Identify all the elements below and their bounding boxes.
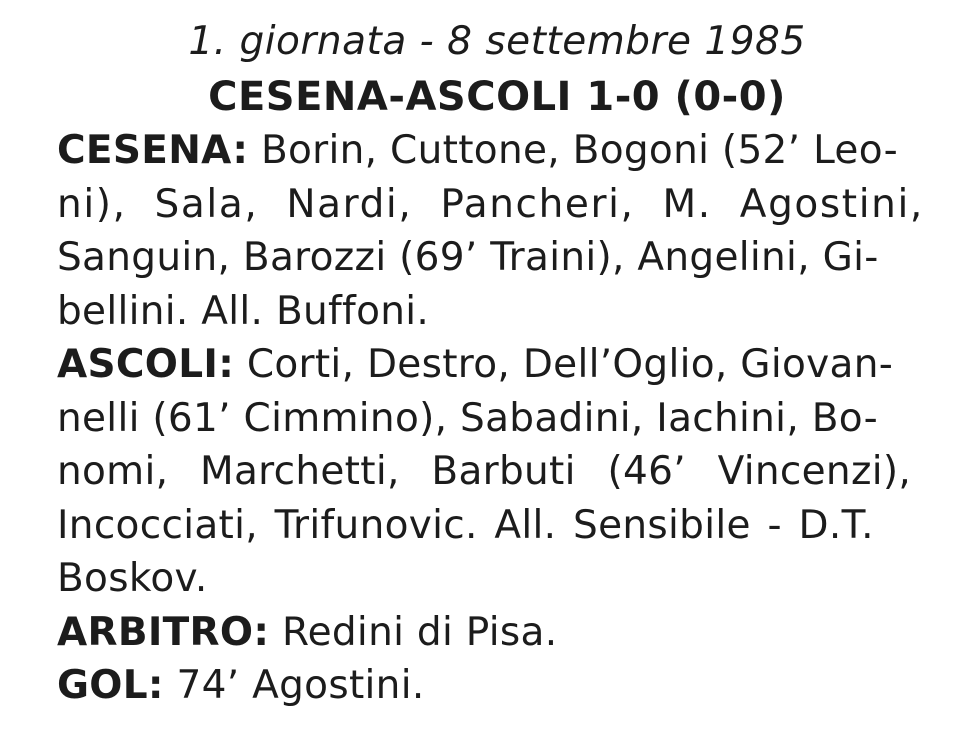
ascoli-line-2: nelli (61’ Cimmino), Sabadini, Iachini, Bo- — [57, 395, 879, 441]
goals-row — [57, 659, 937, 713]
gol-text: 74’ Agostini. — [176, 663, 425, 708]
match-report — [57, 14, 937, 713]
cesena-lineup — [57, 124, 937, 338]
goals-line — [57, 659, 937, 713]
referee-line — [57, 606, 937, 660]
cesena-line-4: bellini. All. Buffoni. — [57, 288, 430, 334]
referee-row — [57, 606, 937, 660]
round-date-heading: 1. giornata - 8 settembre 1985 — [188, 19, 806, 64]
ascoli-line-4: Incocciati, Trifunovic. All. Sensibile - D.T. — [57, 502, 874, 548]
ascoli-text-1: Corti, Destro, Dell’Oglio, Giovan- — [246, 342, 894, 387]
cesena-line-3: Sanguin, Barozzi (69’ Traini), Angelini, Gi- — [57, 235, 879, 280]
cesena-label: CESENA: — [57, 128, 249, 173]
ascoli-lineup — [57, 338, 937, 606]
ascoli-line-1 — [57, 338, 937, 392]
cesena-line-2: ni), Sala, Nardi, Pancheri, M. Agostini, — [57, 181, 924, 227]
arbitro-text: Redini di Pisa. — [281, 609, 558, 655]
match-result-heading: CESENA-ASCOLI 1-0 (0-0) — [208, 74, 786, 120]
ascoli-line-3: nomi, Marchetti, Barbuti (46’ Vincenzi), — [57, 449, 912, 494]
cesena-text-1: Borin, Cuttone, Bogoni (52’ Leo- — [260, 128, 898, 173]
gol-label: GOL: — [57, 663, 164, 708]
cesena-line-1 — [57, 124, 937, 178]
ascoli-line-5: Boskov. — [57, 556, 208, 601]
ascoli-label: ASCOLI: — [57, 342, 235, 387]
arbitro-label: ARBITRO: — [57, 609, 270, 655]
